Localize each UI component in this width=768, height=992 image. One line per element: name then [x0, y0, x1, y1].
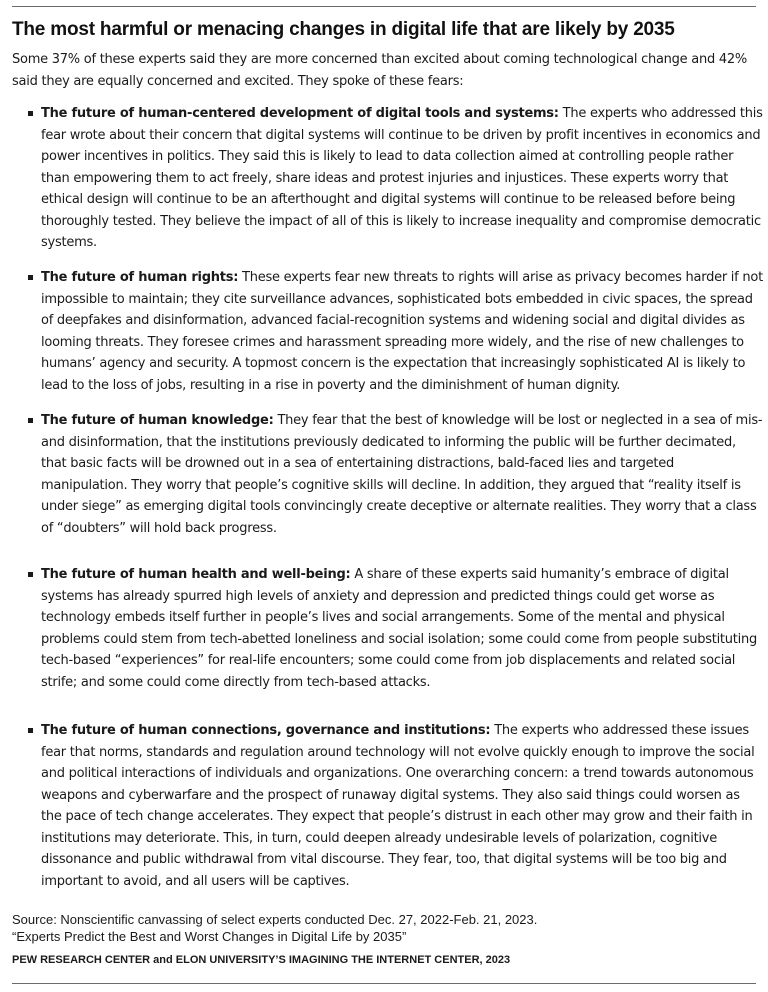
item-lead: The future of human connections, governance and institutions: — [41, 723, 491, 738]
item-lead: The future of human rights: — [41, 270, 239, 285]
credit-line: PEW RESEARCH CENTER and ELON UNIVERSITY’S IMAGINING THE INTERNET CENTER, 2023 — [12, 954, 511, 966]
item-text: The experts who addressed these issues fear that norms, standards and regulation around technology will not evolve quickly enough to improve the social and political interactions of individuals and organizations. One overarching concern: a trend towards autonomous weapons and cyberwarfare and the prospect of runaway digital systems. They also said things could worsen as the pace of tech change accelerates. They expect that people’s distrust in each other may grow and their faith in institutions may deteriorate. This, in turn, could deepen already undesirable levels of polarization, cognitive dissonance and public withdrawal from vital discourse. They fear, too, that digital systems will be too big and important to avoid, and all users will be captives. — [41, 723, 755, 889]
bottom-rule — [12, 983, 756, 984]
report-title-line: “Experts Predict the Best and Worst Changes in Digital Life by 2035” — [12, 929, 407, 944]
item-lead: The future of human health and well-being: — [41, 567, 351, 582]
source-note — [12, 911, 752, 945]
list-item — [41, 720, 763, 892]
bullet-square-icon — [28, 418, 33, 423]
item-text: The experts who addressed this fear wrote about their concern that digital systems will continue to be driven by profit incentives in economics and power incentives in politics. They said this is likely to lead to data collection aimed at controlling people rather than empowering them to act freely, share ideas and protest injuries and injustices. These experts worry that ethical design will continue to be an afterthought and digital systems will continue to be released before being thoroughly tested. They believe the impact of all of this is likely to increase inequality and compromise democratic systems. — [41, 106, 763, 250]
item-text: These experts fear new threats to rights will arise as privacy becomes harder if not impossible to maintain; they cite surveillance advances, sophisticated bots embedded in civic spaces, the spread of deepfakes and disinformation, advanced facial-recognition systems and widening social and digital divides as looming threats. They foresee crimes and harassment spreading more widely, and the rise of new challenges to humans’ agency and security. A topmost concern is the expectation that increasingly sophisticated AI is likely to lead to the loss of jobs, resulting in a rise in poverty and the diminishment of human dignity. — [41, 270, 763, 393]
bullet-square-icon — [28, 275, 33, 280]
intro-paragraph: Some 37% of these experts said they are more concerned than excited about coming technological change and 42% said they are equally concerned and excited. They spoke of these fears: — [12, 52, 748, 89]
list-item — [41, 103, 763, 254]
item-lead: The future of human knowledge: — [41, 413, 274, 428]
item-text: A share of these experts said humanity’s embrace of digital systems has already spurred high levels of anxiety and depression and predicted things could get worse as technology embeds itself further in people’s lives and social arrangements. Some of the mental and physical problems could stem from tech-abetted loneliness and social isolation; some could come from people substituting tech-based “experiences” for real-life encounters; some could come from job displacements and related social strife; and some could come directly from tech-based attacks. — [41, 567, 757, 690]
bullet-square-icon — [28, 111, 33, 116]
list-item — [41, 410, 763, 539]
page-title: The most harmful or menacing changes in digital life that are likely by 2035 — [12, 19, 675, 40]
top-rule — [12, 6, 756, 7]
source-line: Source: Nonscientific canvassing of select experts conducted Dec. 27, 2022-Feb. 21, 2023. — [12, 912, 538, 927]
bullet-square-icon — [28, 572, 33, 577]
bullet-square-icon — [28, 728, 33, 733]
list-item — [41, 267, 763, 396]
item-lead: The future of human-centered development of digital tools and systems: — [41, 106, 559, 121]
item-text: They fear that the best of knowledge will be lost or neglected in a sea of mis- and disinformation, that the institutions previously dedicated to informing the public will be further decimated, that basic facts will be drowned out in a sea of entertaining distractions, bald-faced lies and targeted manipulation. They worry that people’s cognitive skills will decline. In addition, they argued that “reality itself is under siege” as emerging digital tools convincingly create deceptive or alternate realities. They worry that a class of “doubters” will hold back progress. — [41, 413, 763, 536]
list-item — [41, 564, 763, 693]
